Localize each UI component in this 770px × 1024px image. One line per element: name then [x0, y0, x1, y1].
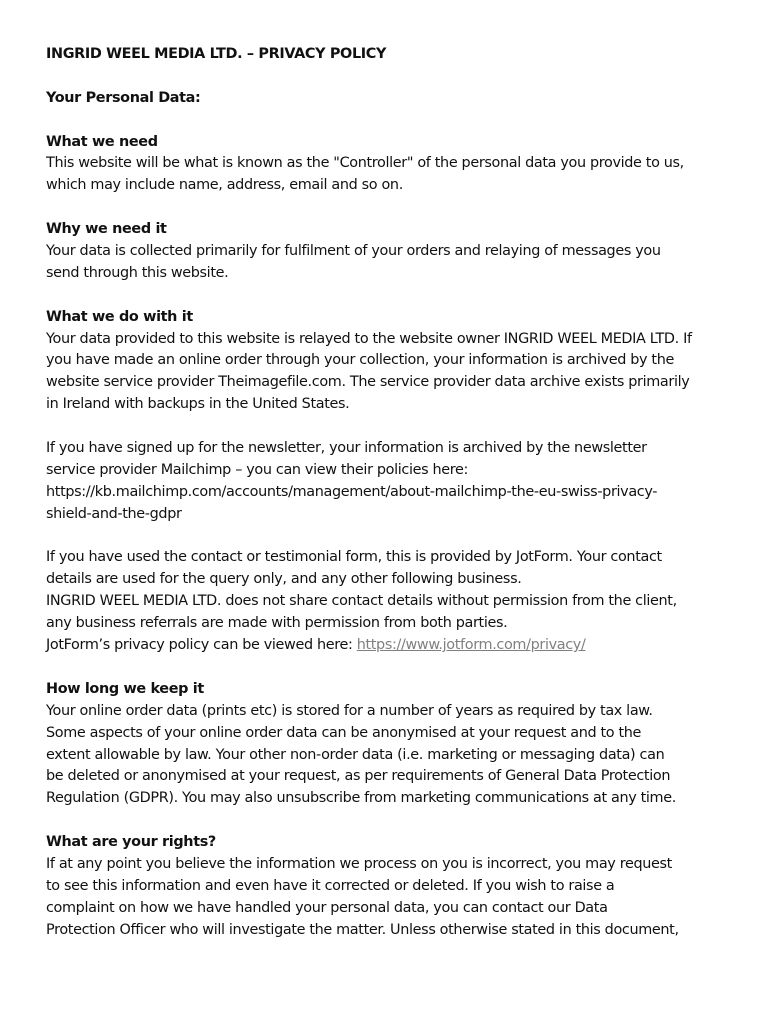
- spacer: [46, 110, 746, 132]
- paragraph-line: Your data is collected primarily for fulfilment of your orders and relaying of messages you: [46, 243, 661, 260]
- paragraph-line: If you have used the contact or testimonial form, this is provided by JotForm. Your contact: [46, 549, 662, 566]
- paragraph-line: send through this website.: [46, 264, 229, 281]
- jotform-policy-line: [46, 635, 746, 657]
- paragraph-line: Your online order data (prints etc) is stored for a number of years as required by tax law.: [46, 702, 653, 719]
- spacer: [46, 66, 746, 88]
- paragraph-line: Regulation (GDPR). You may also unsubscribe from marketing communications at any time.: [46, 790, 676, 807]
- section-heading-what-are-your-rights: What are your rights?: [46, 834, 216, 851]
- spacer: [46, 197, 746, 219]
- paragraph-line: which may include name, address, email and so on.: [46, 177, 403, 194]
- mailchimp-url-line: https://kb.mailchimp.com/accounts/management/about-mailchimp-the-eu-swiss-privacy-: [46, 483, 658, 500]
- paragraph-line: INGRID WEEL MEDIA LTD. does not share contact details without permission from the client,: [46, 593, 677, 610]
- section-heading-what-we-do-with-it: What we do with it: [46, 308, 193, 325]
- paragraph-line: any business referrals are made with permission from both parties.: [46, 615, 508, 632]
- spacer: [46, 416, 746, 438]
- paragraph-line: to see this information and even have it corrected or deleted. If you wish to raise a: [46, 877, 615, 894]
- section-heading-what-we-need: What we need: [46, 133, 158, 150]
- paragraph-line: in Ireland with backups in the United States.: [46, 396, 350, 413]
- spacer: [46, 657, 746, 679]
- privacy-policy-document: [46, 44, 746, 942]
- jotform-privacy-link[interactable]: https://www.jotform.com/privacy/: [356, 637, 586, 654]
- spacer: [46, 810, 746, 832]
- document-title: INGRID WEEL MEDIA LTD. – PRIVACY POLICY: [46, 46, 387, 62]
- paragraph-line: If you have signed up for the newsletter, your information is archived by the newsletter: [46, 440, 647, 457]
- paragraph-line: website service provider Theimagefile.com. The service provider data archive exists primarily: [46, 374, 690, 391]
- mailchimp-url-line: shield-and-the-gdpr: [46, 505, 182, 522]
- paragraph-line: complaint on how we have handled your personal data, you can contact our Data: [46, 899, 608, 916]
- jotform-policy-prefix: JotForm’s privacy policy can be viewed here:: [46, 637, 357, 654]
- section-heading-how-long-we-keep-it: How long we keep it: [46, 680, 204, 697]
- paragraph-line: Protection Officer who will investigate the matter. Unless otherwise stated in this document,: [46, 921, 679, 938]
- section-heading-why-we-need-it: Why we need it: [46, 221, 167, 238]
- spacer: [46, 285, 746, 307]
- paragraph-line: Some aspects of your online order data can be anonymised at your request and to the: [46, 724, 642, 741]
- document-subtitle: Your Personal Data:: [46, 89, 201, 106]
- paragraph-line: This website will be what is known as the "Controller" of the personal data you provide to us,: [46, 155, 684, 172]
- paragraph-line: be deleted or anonymised at your request, as per requirements of General Data Protection: [46, 768, 671, 785]
- paragraph-line: If at any point you believe the information we process on you is incorrect, you may request: [46, 855, 672, 872]
- paragraph-line: you have made an online order through your collection, your information is archived by the: [46, 352, 674, 369]
- paragraph-line: Your data provided to this website is relayed to the website owner INGRID WEEL MEDIA LTD. If: [46, 330, 692, 347]
- paragraph-line: details are used for the query only, and any other following business.: [46, 571, 522, 588]
- paragraph-line: extent allowable by law. Your other non-order data (i.e. marketing or messaging data) can: [46, 746, 665, 763]
- paragraph-line: service provider Mailchimp – you can view their policies here:: [46, 461, 469, 478]
- spacer: [46, 526, 746, 548]
